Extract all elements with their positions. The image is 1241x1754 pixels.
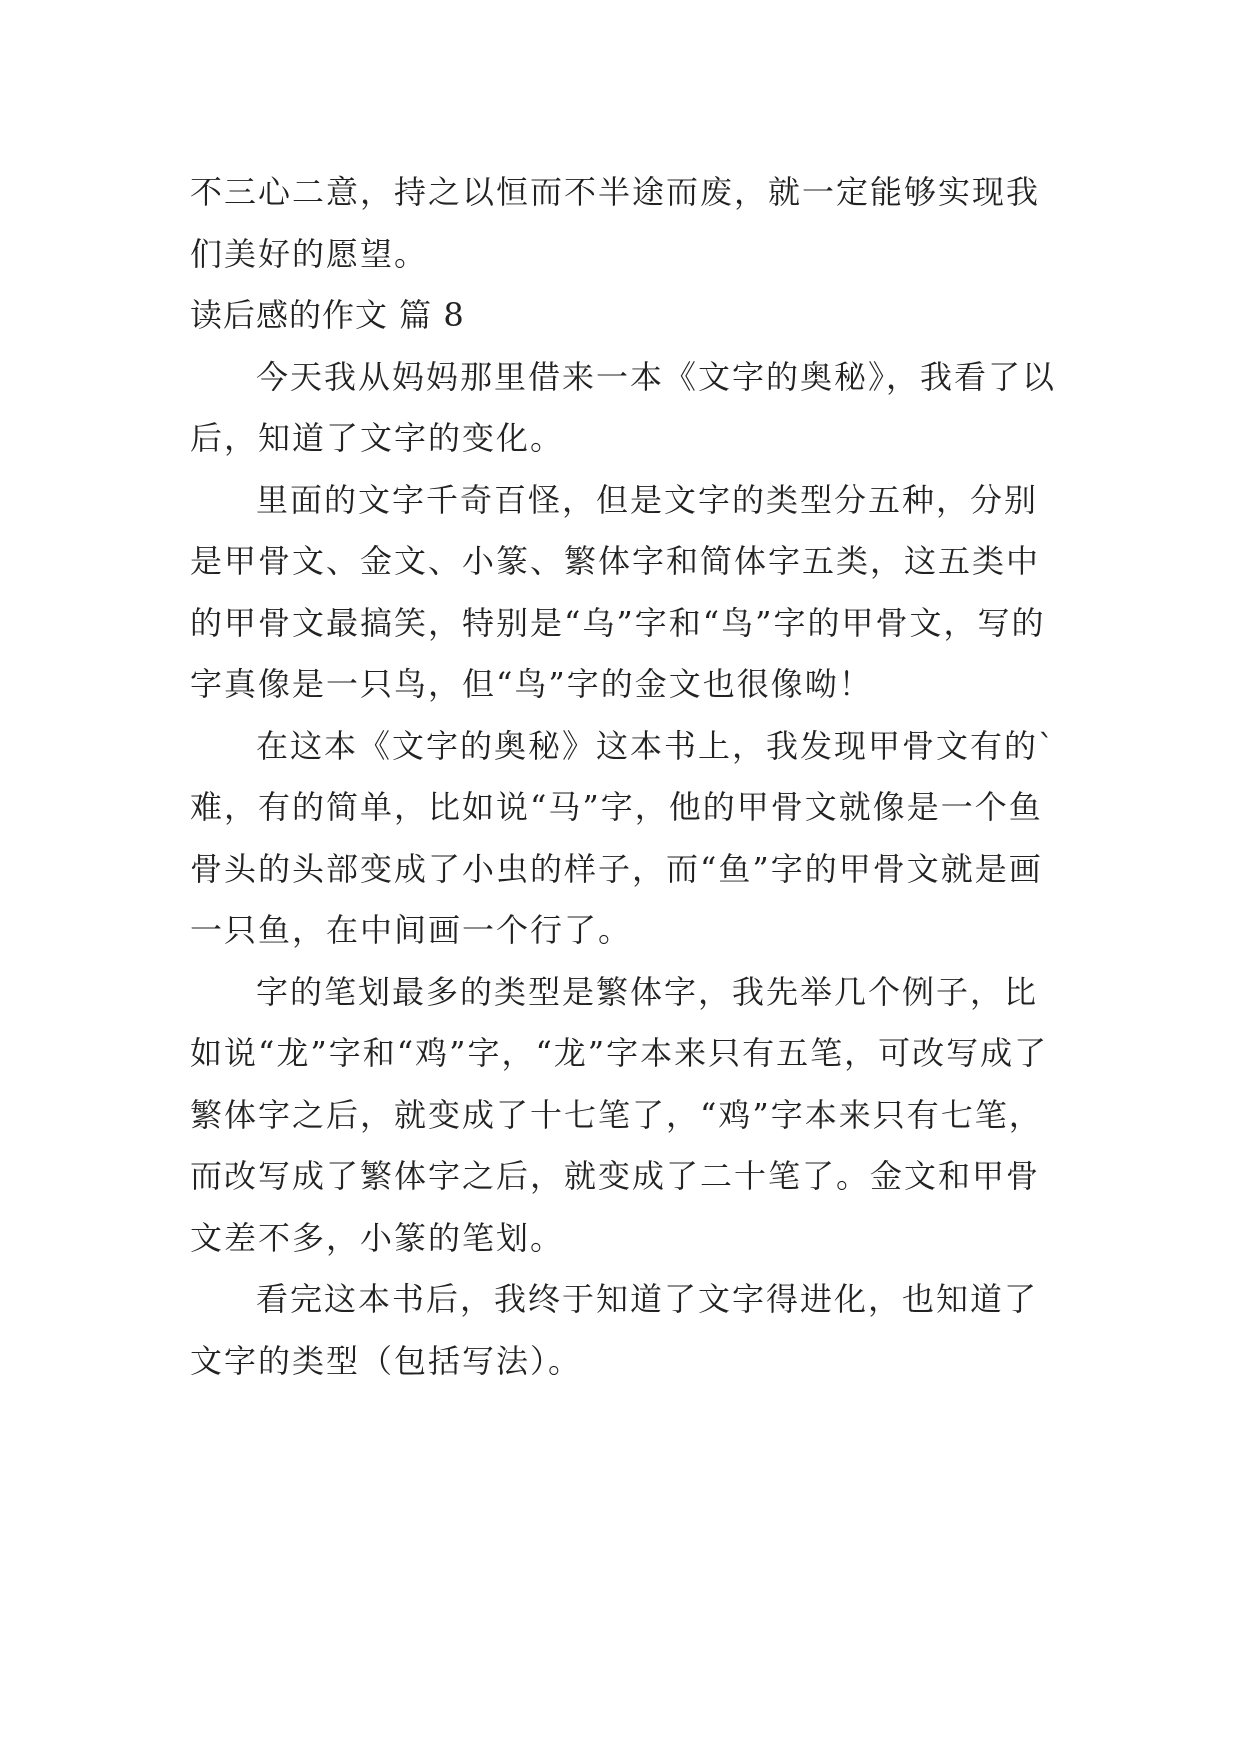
body-paragraph: 看完这本书后，我终于知道了文字得进化，也知道了文字的类型（包括写法）。 [190,1280,1039,1380]
document-body [190,162,1070,1392]
body-paragraph: 字的笔划最多的类型是繁体字，我先举几个例子，比如说“龙”字和“鸡”字，“龙”字本来只有五笔，可改写成了繁体字之后，就变成了十七笔了，“鸡”字本来只有七笔，而改写成了繁体字之后，就变成了二十笔了。金文和甲骨文差不多，小篆的笔划。 [190,972,1049,1257]
body-paragraph: 今天我从妈妈那里借来一本《文字的奥秘》，我看了以后，知道了文字的变化。 [190,357,1057,457]
body-paragraph: 里面的文字千奇百怪，但是文字的类型分五种，分别是甲骨文、金文、小篆、繁体字和简体字五类，这五类中的甲骨文最搞笑，特别是“乌”字和“鸟”字的甲骨文，写的字真像是一只鸟，但“鸟”字的金文也很像呦！ [190,480,1046,703]
body-paragraph: 在这本《文字的奥秘》这本书上，我发现甲骨文有的`难，有的简单，比如说“马”字，他的甲骨文就像是一个鱼骨头的头部变成了小虫的样子，而“鱼”字的甲骨文就是画一只鱼，在中间画一个行了。 [190,726,1057,949]
continuation-paragraph: 不三心二意，持之以恒而不半途而废，就一定能够实现我们美好的愿望。 [190,173,1041,273]
section-heading: 读后感的作文 篇 8 [190,296,465,334]
